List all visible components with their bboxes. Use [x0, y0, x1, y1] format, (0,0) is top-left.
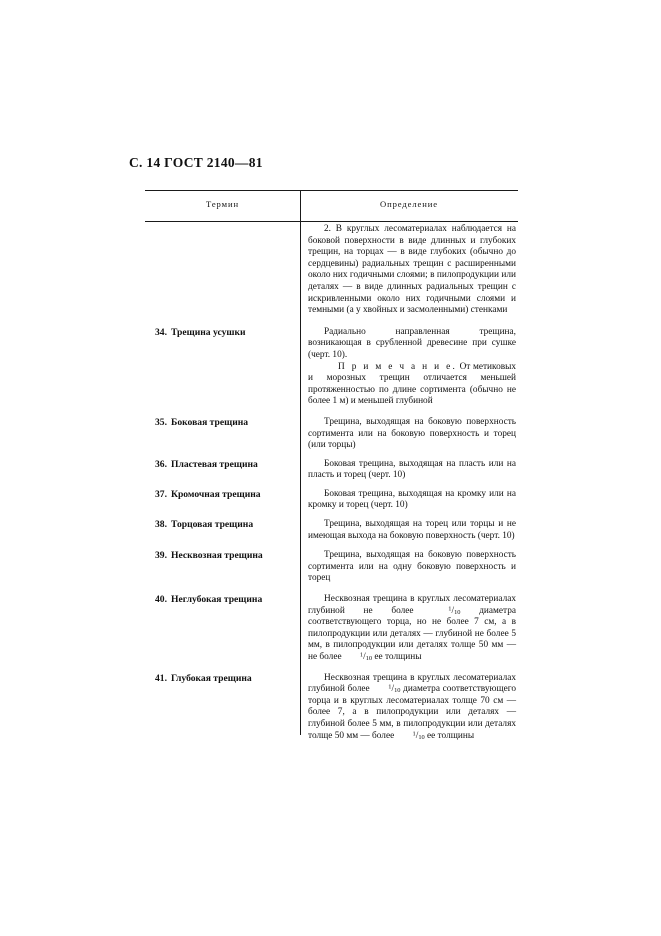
fraction-denominator: 10 [454, 608, 461, 616]
term-cell [145, 487, 300, 503]
term-number: 36. [155, 458, 167, 470]
term-cell [145, 517, 300, 533]
table-row [145, 671, 518, 745]
term-number: 41. [155, 672, 167, 684]
term-number: 34. [155, 326, 167, 338]
definition-text: Боковая трещина, выходящая на пласть или на пласть и торец (черт. 10) [308, 458, 516, 481]
definition-text [308, 673, 516, 743]
fraction-denominator: 10 [365, 654, 373, 662]
fraction-numerator: 1 [448, 604, 452, 612]
term-number: 40. [155, 594, 167, 606]
term-cell [145, 325, 300, 341]
table-row [145, 457, 518, 484]
fraction-slash: / [391, 684, 395, 695]
term-label: Несквозная трещина [171, 550, 263, 562]
term-cell [145, 548, 300, 564]
fraction-slash: / [415, 730, 419, 741]
definition-cell [300, 592, 518, 666]
fraction-denominator: 10 [418, 733, 425, 741]
definition-cell [300, 517, 518, 544]
fraction [372, 684, 400, 696]
column-header-term: Термин [206, 199, 239, 209]
body-column-divider [300, 222, 301, 735]
fraction-numerator: 1 [359, 651, 364, 659]
term-label: Глубокая трещина [171, 672, 252, 684]
term-number: 38. [155, 519, 167, 531]
table-row [145, 548, 518, 587]
definition-text: Радиально направленная трещина, возникающая в срубленной древесине при сушке (черт. 10). [308, 326, 516, 360]
term-cell [145, 457, 300, 473]
fraction-slash: / [363, 652, 366, 662]
note-label: П р и м е ч а н и е. [338, 361, 457, 372]
table-row [145, 222, 518, 319]
fraction-numerator: 1 [412, 729, 416, 737]
definition-text: Трещина, выходящая на боковую поверхность сортимента или на одну боковую поверхность и торец [308, 550, 516, 584]
table-row [145, 487, 518, 514]
term-cell [145, 222, 300, 226]
definition-cell [300, 222, 518, 319]
terms-definitions-table [145, 190, 518, 744]
definition-text: Трещина, выходящая на торец или торцы и не имеющая выхода на боковую поверхность (черт. 10) [308, 519, 516, 541]
definition-cell [300, 671, 518, 745]
definition-note [308, 362, 516, 408]
continued-definition-text: 2. В круглых лесоматериалах наблюдается на боковой поверхности в виде длинных и глубоких трещин, на торцах — в виде глубоких (обычно до сердцевины) радиальных трещин с расширенными около них годичными слоями; в пилопродукции или деталях — в виде длинных радиальных трещин с искривленными около них годичными слоями и темными (а у хвойных и засмоленными) стенками [308, 224, 516, 316]
definition-part-2: диаметра соответствующего торца и в круглых лесоматериалах толще 70 см — более 7, а в пилопродукции или деталях — глубиной более 5 мм, в пилопродукции или деталях толще 50 мм — более [308, 684, 516, 741]
definition-cell [300, 415, 518, 454]
term-cell [145, 592, 300, 608]
definition-part-1: Несквозная трещина в круглых лесоматериалах глубиной более [308, 672, 516, 695]
table-row [145, 415, 518, 454]
term-label: Трещина усушки [171, 326, 246, 338]
definition-part-3: ее толщины [424, 730, 475, 741]
table-row [145, 517, 518, 544]
definition-text: Трещина, выходящая на боковую поверхность сортимента или на боковую поверхность и торец (или торцы) [308, 416, 516, 451]
term-number: 39. [155, 550, 167, 562]
definition-cell [300, 548, 518, 587]
fraction [397, 731, 425, 743]
term-label: Неглубокая трещина [171, 594, 263, 606]
table-row [145, 592, 518, 666]
table-body [145, 222, 518, 744]
definition-cell [300, 325, 518, 410]
fraction [344, 652, 372, 664]
term-label: Кромочная трещина [171, 488, 261, 500]
fraction-slash: / [451, 605, 455, 616]
term-number: 35. [155, 416, 167, 428]
definition-cell [300, 457, 518, 484]
term-label: Боковая трещина [171, 416, 249, 428]
definition-part-2: диаметра соответствующего торца, но не более 7 см, а в пилопродукции или деталях — глубиной не более 5 мм, в пилопродукции или деталях толще 50 мм — не более [308, 605, 516, 662]
definition-part-1: Несквозная трещина в круглых лесоматериалах глубиной не более [308, 594, 516, 616]
fraction-numerator: 1 [388, 683, 392, 691]
note-text: От метиковых и морозных трещин отличается меньшей протяженностью по длине сортимента (обычно не более 1 м) и меньшей глубиной [308, 361, 516, 407]
page-header: С. 14 ГОСТ 2140—81 [129, 155, 263, 170]
column-header-definition: Определение [379, 199, 438, 209]
term-cell [145, 671, 300, 687]
fraction-denominator: 10 [394, 686, 401, 694]
definition-cell [300, 487, 518, 514]
definition-part-3: ее толщины [372, 652, 422, 662]
fraction [432, 606, 460, 618]
term-number: 37. [155, 488, 167, 500]
term-label: Торцовая трещина [171, 519, 254, 531]
definition-text [308, 594, 516, 664]
table-header-row [145, 191, 518, 221]
table-row [145, 325, 518, 410]
term-label: Пластевая трещина [171, 458, 258, 470]
term-cell [145, 415, 300, 431]
definition-text: Боковая трещина, выходящая на кромку или на кромку и торец (черт. 10) [308, 488, 516, 511]
